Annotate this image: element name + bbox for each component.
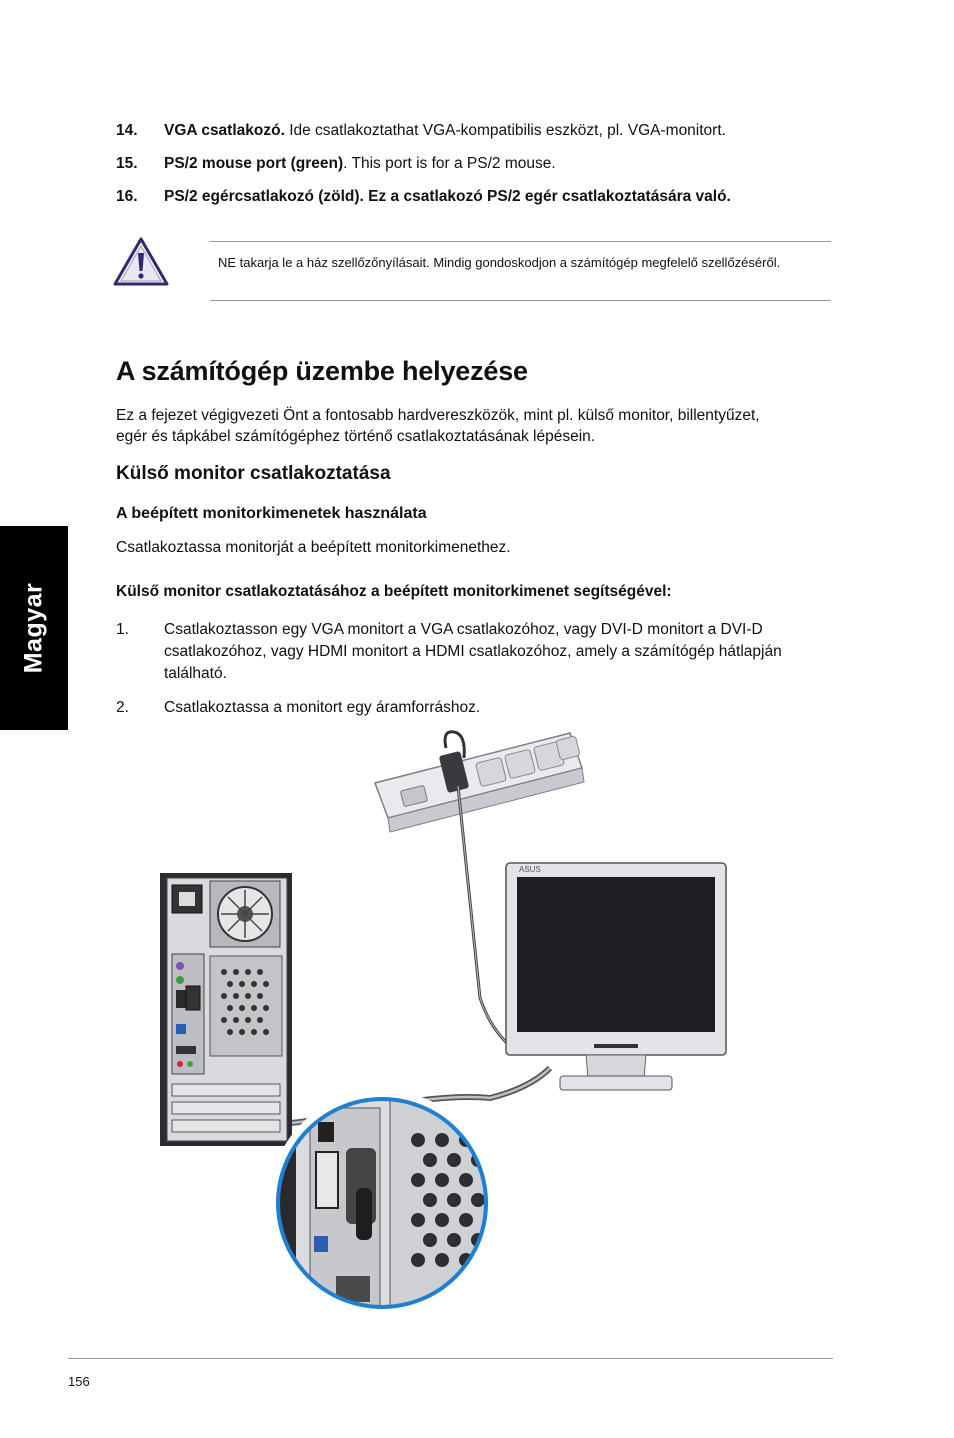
- sub-intro: Csatlakoztassa monitorját a beépített monitorkimenethez.: [116, 539, 511, 556]
- item-number: 14.: [116, 122, 138, 139]
- note-text: NE takarja le a ház szellőzőnyílásait. Mindig gondoskodjon a számítógép megfelelő szellőzéséről.: [218, 255, 781, 270]
- page-number: 156: [68, 1374, 90, 1389]
- item-text: . This port is for a PS/2 mouse.: [343, 155, 556, 172]
- power-cable: [458, 786, 510, 1046]
- item-bold: PS/2 egércsatlakozó (zöld). Ez a csatlakozó PS/2 egér csatlakoztatására való.: [164, 188, 731, 205]
- step-number: 1.: [116, 621, 129, 638]
- step-text: Csatlakoztasson egy VGA monitort a VGA csatlakozóhoz, vagy DVI-D monitort a DVI-D csatlakozóhoz, vagy HDMI monitort a HDMI csatlakozóhoz, amely a számítógép hátlapján található.: [164, 621, 782, 682]
- item-text: Ide csatlakoztathat VGA-kompatibilis eszközt, pl. VGA-monitort.: [284, 122, 726, 139]
- monitor: [506, 863, 726, 1090]
- intro-paragraph: Ez a fejezet végigvezeti Önt a fontosabb hardvereszközök, mint pl. külső monitor, billentyűzet, egér és tápkábel számítógéphez történő csatlakoztatásának lépésein.: [116, 407, 760, 445]
- note-top-rule: [210, 241, 831, 242]
- section-title: A számítógép üzembe helyezése: [116, 356, 528, 386]
- power-strip: [375, 732, 584, 832]
- subsubheading: A beépített monitorkimenetek használata: [116, 505, 427, 522]
- footer-rule: [68, 1358, 833, 1359]
- warning-triangle-icon: [112, 236, 170, 288]
- subheading: Külső monitor csatlakoztatása: [116, 463, 391, 484]
- item-number: 16.: [116, 188, 138, 205]
- step-number: 2.: [116, 699, 129, 716]
- language-tab: [0, 526, 68, 730]
- procedure-heading: Külső monitor csatlakoztatásához a beépített monitorkimenet segítségével:: [116, 583, 672, 600]
- pc-tower: [160, 873, 292, 1146]
- step-text: Csatlakoztassa a monitort egy áramforráshoz.: [164, 699, 481, 716]
- item-number: 15.: [116, 155, 138, 172]
- language-tab-label: Magyar: [19, 582, 48, 674]
- item-bold: VGA csatlakozó.: [164, 122, 285, 139]
- magnified-port-detail: [270, 1088, 510, 1318]
- monitor-brand: ASUS: [519, 865, 541, 874]
- setup-illustration: [150, 728, 750, 1318]
- item-bold: PS/2 mouse port (green): [164, 155, 344, 172]
- note-bottom-rule: [210, 300, 831, 301]
